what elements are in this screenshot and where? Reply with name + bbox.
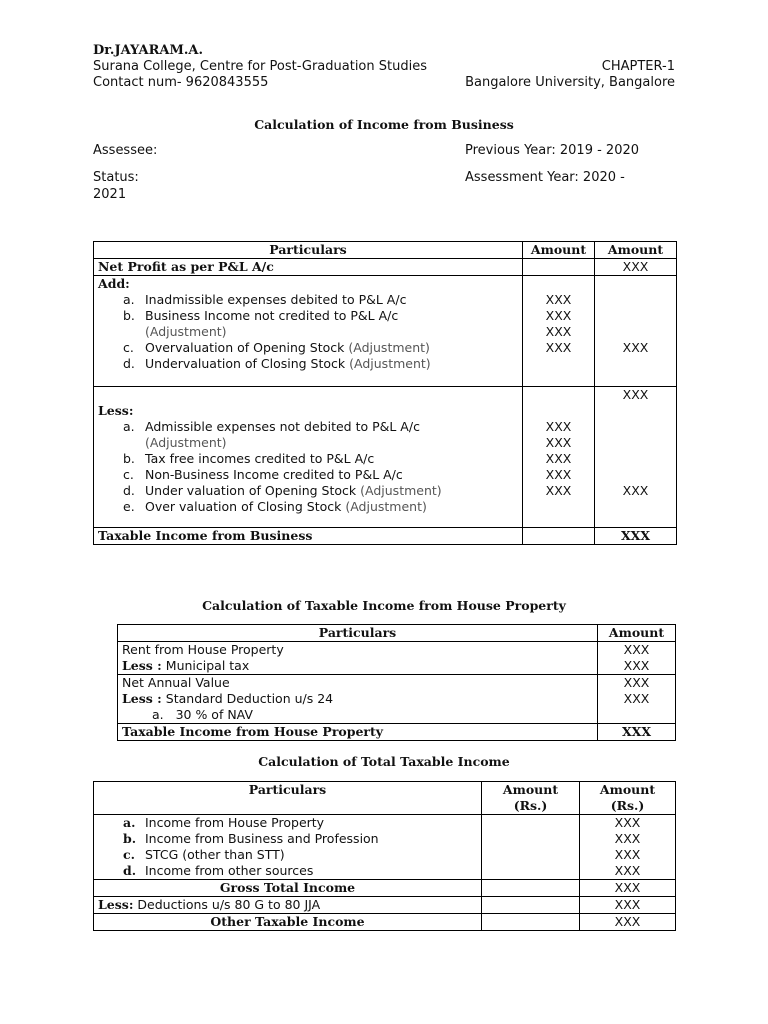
col-amount-2: Amount xyxy=(595,242,677,259)
total-col-amount-1: Amount (Rs.) xyxy=(482,782,580,815)
col-amount-1: Amount xyxy=(523,242,595,259)
less-item: e. Over valuation of Closing Stock (Adjustment) xyxy=(123,499,427,514)
deductions-amount: XXX xyxy=(580,897,676,914)
less-item: a. Admissible expenses not debited to P&L A/c (Adjustment) xyxy=(123,419,420,450)
business-title: Calculation of Income from Business xyxy=(254,117,514,132)
taxable-business-row xyxy=(94,528,677,545)
nav-percent-line: a. 30 % of NAV xyxy=(152,707,253,722)
col-particulars: Particulars xyxy=(94,242,523,259)
less-total: XXX XXX xyxy=(595,387,677,528)
taxable-business-label: Taxable Income from Business xyxy=(94,528,523,545)
less-list xyxy=(98,419,518,515)
contact-number: Contact num- 9620843555 xyxy=(93,75,269,90)
gross-total-label: Gross Total Income xyxy=(94,880,482,897)
status-label: Status: xyxy=(93,170,139,185)
add-item: b. Business Income not credited to P&L A/c (Adjustment) xyxy=(123,308,399,339)
taxable-business-amount: XXX xyxy=(595,528,677,545)
net-profit-label: Net Profit as per P&L A/c xyxy=(94,259,523,276)
total-title: Calculation of Total Taxable Income xyxy=(258,754,510,769)
chapter-label: CHAPTER-1 xyxy=(601,59,675,74)
add-item: a. Inadmissible expenses debited to P&L A/c xyxy=(123,292,407,307)
income-head: b. Income from Business and Profession xyxy=(123,831,379,846)
house-col-amount: Amount xyxy=(598,625,676,642)
add-item: c. Overvaluation of Opening Stock (Adjustment) xyxy=(123,340,430,355)
other-taxable-row xyxy=(94,914,676,931)
assessee-label: Assessee: xyxy=(93,143,158,158)
total-col-particulars: Particulars xyxy=(94,782,482,815)
less-row xyxy=(94,387,677,528)
deductions-row xyxy=(94,897,676,914)
house-title: Calculation of Taxable Income from House Property xyxy=(202,598,566,613)
total-col-amount-2: Amount (Rs.) xyxy=(580,782,676,815)
income-heads-row xyxy=(94,815,676,880)
std-deduction-line: Less : Standard Deduction u/s 24 xyxy=(122,691,334,706)
nav-label: Net Annual Value xyxy=(122,675,230,690)
house-block-1 xyxy=(118,642,676,675)
taxable-house-label: Taxable Income from House Property xyxy=(118,724,598,741)
previous-year: Previous Year: 2019 - 2020 xyxy=(465,143,640,158)
college-line xyxy=(93,59,675,75)
business-header-row xyxy=(94,242,677,259)
add-label: Add: xyxy=(98,276,130,291)
less-item: c. Non-Business Income credited to P&L A/c xyxy=(123,467,403,482)
house-table xyxy=(117,624,676,741)
house-block-1-amounts: XXX XXX xyxy=(598,642,676,675)
municipal-tax-line: Less : Municipal tax xyxy=(122,658,250,673)
deductions-label: Less: Deductions u/s 80 G to 80 JJA xyxy=(94,897,482,914)
university-name: Bangalore University, Bangalore xyxy=(465,75,675,90)
author-line xyxy=(93,43,675,59)
income-head: c. STCG (other than STT) xyxy=(123,847,285,862)
house-block-2 xyxy=(118,675,676,724)
income-head: a. Income from House Property xyxy=(123,815,325,830)
less-amounts: XXX XXX XXX XXX XXX xyxy=(523,387,595,528)
assessment-year-cont: 2021 xyxy=(93,187,127,202)
gross-total-amount: XXX xyxy=(580,880,676,897)
college-name: Surana College, Centre for Post-Graduation Studies xyxy=(93,59,427,74)
income-heads-list xyxy=(98,815,477,879)
house-block-2-amounts: XXX XXX xyxy=(598,675,676,724)
less-label: Less: xyxy=(98,403,134,418)
taxable-house-row xyxy=(118,724,676,741)
net-profit-amount: XXX xyxy=(595,259,677,276)
gross-total-row xyxy=(94,880,676,897)
less-item: b. Tax free incomes credited to P&L A/c xyxy=(123,451,375,466)
income-heads-amounts: XXX XXX XXX XXX xyxy=(580,815,676,880)
add-amounts: XXX XXX XXX XXX xyxy=(523,276,595,387)
business-table xyxy=(93,241,677,545)
rent-label: Rent from House Property xyxy=(122,642,284,657)
other-taxable-label: Other Taxable Income xyxy=(94,914,482,931)
less-item: d. Under valuation of Opening Stock (Adjustment) xyxy=(123,483,442,498)
contact-line xyxy=(93,75,675,91)
add-row xyxy=(94,276,677,387)
add-list xyxy=(98,292,518,372)
author-name: Dr.JAYARAM.A. xyxy=(93,43,203,58)
total-header-row xyxy=(94,782,676,815)
house-header-row xyxy=(118,625,676,642)
income-head: d. Income from other sources xyxy=(123,863,314,878)
other-taxable-amount: XXX xyxy=(580,914,676,931)
add-item: d. Undervaluation of Closing Stock (Adjustment) xyxy=(123,356,431,371)
add-total: XXX xyxy=(595,276,677,387)
assessment-year: Assessment Year: 2020 - xyxy=(465,170,625,185)
total-table xyxy=(93,781,676,931)
taxable-house-amount: XXX xyxy=(598,724,676,741)
net-profit-row xyxy=(94,259,677,276)
house-col-particulars: Particulars xyxy=(118,625,598,642)
